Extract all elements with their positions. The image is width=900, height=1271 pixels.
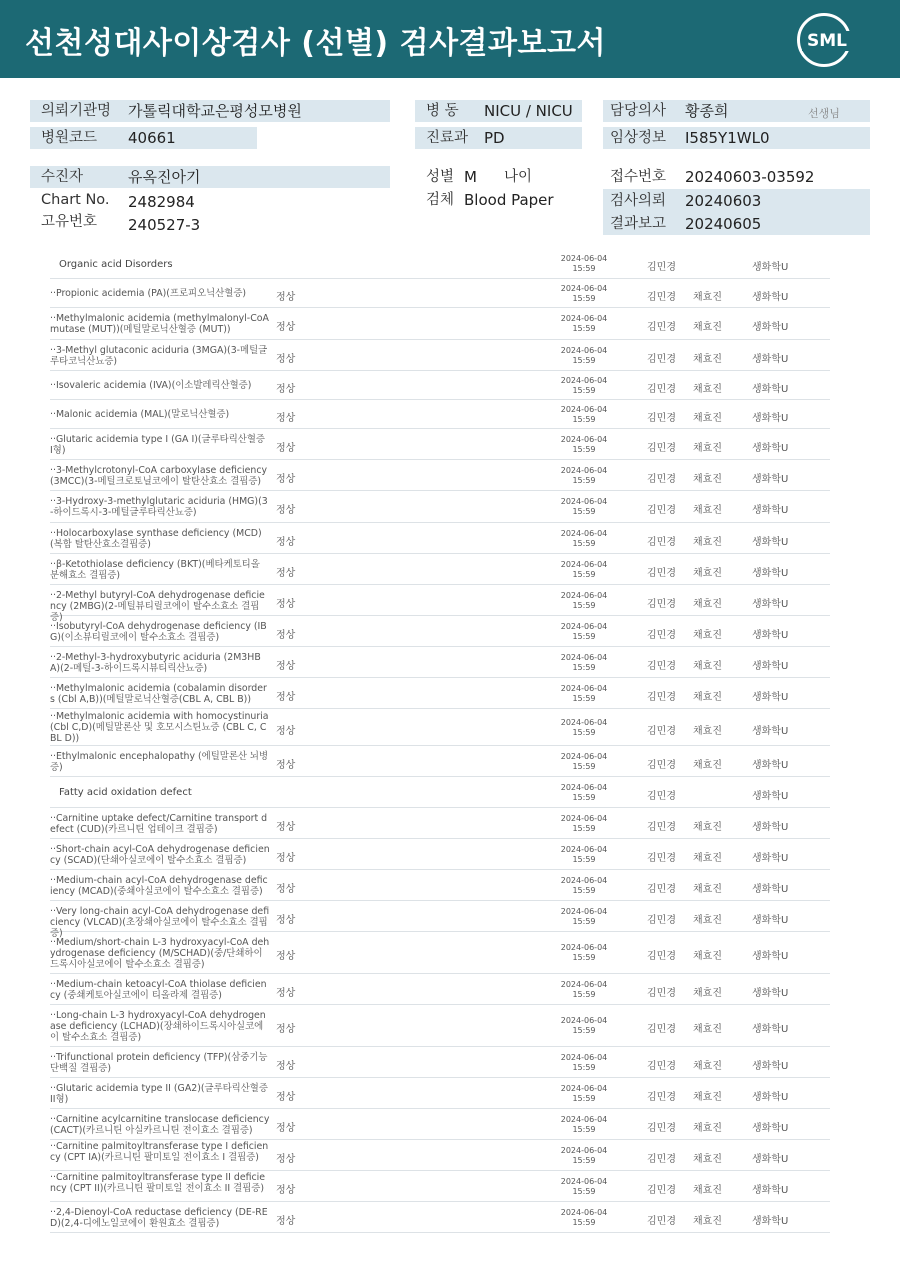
row-datetime: 2024-06-04 15:59: [560, 751, 608, 771]
row-dept: 생화학U: [752, 473, 789, 485]
row-result: 정상: [276, 725, 296, 737]
row-collector: 채효진: [693, 598, 722, 610]
row-name: ··Carnitine uptake defect/Carnitine transport defect (CUD)(카르니틴 업테이크 결핍증): [50, 812, 268, 835]
row-datetime: 2024-06-04 15:59: [560, 979, 608, 999]
row-datetime: 2024-06-04 15:59: [560, 254, 608, 273]
row-name: ··Malonic acidemia (MAL)(말로닉산혈증): [50, 409, 230, 420]
row-dept: 생화학U: [752, 629, 789, 641]
row-collector: 채효진: [693, 759, 722, 771]
row-dept: 생화학U: [752, 1215, 789, 1227]
row-datetime: 2024-06-04 15:59: [560, 875, 608, 895]
table-row: [50, 429, 830, 460]
row-datetime: 2024-06-04 15:59: [560, 1052, 608, 1072]
table-row: [50, 400, 830, 429]
row-collector: 채효진: [693, 987, 722, 999]
row-dept: 생화학U: [752, 1060, 789, 1072]
row-verifier: 김민경: [647, 1122, 676, 1134]
row-collector: 채효진: [693, 322, 722, 333]
row-verifier: 김민경: [647, 987, 676, 999]
chart-no-label: Chart No.: [41, 192, 110, 208]
row-collector: 채효진: [693, 1091, 722, 1103]
row-datetime: 2024-06-04 15:59: [560, 375, 608, 395]
row-verifier: 김민경: [647, 852, 676, 864]
row-result: 정상: [276, 1091, 296, 1103]
row-dept: 생화학U: [752, 790, 789, 802]
row-result: 정상: [276, 1122, 296, 1134]
row-collector: 채효진: [693, 442, 722, 454]
row-collector: 채효진: [693, 1122, 722, 1134]
row-result: 정상: [276, 1215, 296, 1227]
table-row: [50, 746, 830, 777]
row-collector: 채효진: [693, 1153, 722, 1165]
row-dept: 생화학U: [752, 442, 789, 454]
row-datetime: 2024-06-04 15:59: [560, 590, 608, 610]
row-verifier: 김민경: [647, 505, 676, 516]
row-result: 정상: [276, 852, 296, 864]
row-verifier: 김민경: [647, 725, 676, 737]
row-name: ··Holocarboxylase synthase deficiency (MCD)(복합 탈탄산효소결핍증): [50, 527, 262, 550]
institution-value: 가톨릭대학교은평성모병원: [128, 102, 302, 120]
unique-no-value: 240527-3: [128, 216, 201, 234]
row-name: ··Medium-chain acyl-CoA dehydrogenase deficiency (MCAD)(중쇄아실코에이 탈수소효소 결핍증): [50, 874, 268, 897]
row-dept: 생화학U: [752, 1153, 789, 1165]
row-verifier: 김민경: [647, 1153, 676, 1165]
row-dept: 생화학U: [752, 987, 789, 999]
row-name: ··Isobutyryl-CoA dehydrogenase deficiency (IBG)(이소뷰티릴코에이 탈수소효소 결핍증): [50, 620, 267, 643]
table-row: [50, 1078, 830, 1109]
logo-text: SML: [802, 31, 852, 51]
table-row: [50, 554, 830, 585]
row-dept: 생화학U: [752, 883, 789, 895]
row-datetime: 2024-06-04 15:59: [560, 1207, 608, 1227]
chart-no-value: 2482984: [128, 193, 195, 211]
row-result: 정상: [276, 1153, 296, 1165]
receipt-label: 접수번호: [610, 169, 667, 185]
row-collector: 채효진: [693, 1060, 722, 1072]
row-name: ··Isovaleric acidemia (IVA)(이소발레릭산혈증): [50, 380, 252, 391]
row-dept: 생화학U: [752, 660, 789, 672]
row-name: ··Methylmalonic acidemia with homocystinuria (Cbl C,D)(메틸말론산 및 호모시스틴뇨증 (CBL C, CBL D)): [50, 711, 269, 744]
table-row: [50, 1140, 830, 1171]
row-datetime: 2024-06-04 15:59: [560, 345, 608, 365]
row-collector: 채효진: [693, 291, 722, 303]
row-name: ··3-Hydroxy-3-methylglutaric aciduria (HMG)(3-하이드록시-3-메틸글루타릭산뇨증): [50, 496, 268, 518]
age-label: 나이: [504, 169, 533, 185]
row-name: ··Carnitine palmitoyltransferase type II deficiency (CPT II)(카르니틴 팔미토일 전이효소 II 결핍증): [50, 1172, 266, 1194]
row-result: 정상: [276, 914, 296, 926]
table-row: [50, 647, 830, 678]
row-name: ··Medium-chain ketoacyl-CoA thiolase deficiency (중쇄케토아실코에이 티올라제 결핍증): [50, 978, 267, 1001]
row-collector: 채효진: [693, 412, 722, 424]
row-result: 정상: [276, 629, 296, 641]
row-verifier: 김민경: [647, 1215, 676, 1227]
row-verifier: 김민경: [647, 691, 676, 703]
hospital-code-label: 병원코드: [41, 130, 98, 146]
row-datetime: 2024-06-04 15:59: [560, 683, 608, 703]
row-result: 정상: [276, 353, 296, 365]
row-verifier: 김민경: [647, 1091, 676, 1103]
row-dept: 생화학U: [752, 1024, 789, 1035]
clinical-value: I585Y1WL0: [685, 129, 770, 147]
row-collector: 채효진: [693, 821, 722, 833]
table-row: [50, 308, 830, 340]
row-result: 정상: [276, 1184, 296, 1196]
row-name: ··2-Methyl butyryl-CoA dehydrogenase deficiency (2MBG)(2-메틸뷰티릴코에이 탈수소효소 결핍증): [50, 589, 265, 623]
row-dept: 생화학U: [752, 691, 789, 703]
row-verifier: 김민경: [647, 383, 676, 395]
row-datetime: 2024-06-04 15:59: [560, 1145, 608, 1165]
row-datetime: 2024-06-04 15:59: [560, 652, 608, 672]
table-row: [50, 1047, 830, 1078]
row-result: 정상: [276, 473, 296, 485]
row-dept: 생화학U: [752, 1091, 789, 1103]
table-row: [50, 585, 830, 623]
table-row: [50, 870, 830, 901]
row-collector: 채효진: [693, 505, 722, 516]
row-name: ··Ethylmalonic encephalopathy (에틸말론산 뇌병증): [50, 750, 269, 773]
table-row: [50, 974, 830, 1005]
row-verifier: 김민경: [647, 536, 676, 548]
table-row: [50, 1202, 830, 1233]
table-row: [50, 523, 830, 554]
report-date-value: 20240605: [685, 215, 762, 233]
table-row: [50, 1005, 830, 1047]
row-verifier: 김민경: [647, 262, 676, 273]
row-datetime: 2024-06-04 15:59: [560, 1176, 608, 1196]
row-dept: 생화학U: [752, 821, 789, 833]
row-name: ··Carnitine palmitoyltransferase type I deficiency (CPT IA)(카르니틴 팔미토일 전이효소 I 결핍증): [50, 1141, 269, 1163]
row-dept: 생화학U: [752, 567, 789, 579]
doctor-label: 담당의사: [610, 103, 667, 119]
ward-value: NICU / NICU: [484, 102, 573, 120]
row-result: 정상: [276, 660, 296, 672]
row-collector: 채효진: [693, 473, 722, 485]
row-datetime: 2024-06-04 15:59: [560, 528, 608, 548]
unique-no-label: 고유번호: [41, 214, 98, 230]
row-name: ··Long-chain L-3 hydroxyacyl-CoA dehydrogenase deficiency (LCHAD)(장쇄하이드록시아실코에이 탈수소효소 결핍증): [50, 1009, 266, 1043]
row-datetime: 2024-06-04 15:59: [560, 621, 608, 641]
row-collector: 채효진: [693, 852, 722, 864]
row-result: 정상: [276, 951, 296, 962]
row-datetime: 2024-06-04 15:59: [560, 1114, 608, 1134]
doctor-value: 황종희: [685, 102, 729, 120]
results-table: [50, 249, 830, 1233]
request-label: 검사의뢰: [610, 193, 667, 209]
row-name: ··2-Methyl-3-hydroxybutyric aciduria (2M3HBA)(2-메틸-3-하이드록시뷰티릭산뇨증): [50, 651, 261, 674]
row-dept: 생화학U: [752, 262, 789, 273]
report-date-label: 결과보고: [610, 216, 667, 232]
row-collector: 채효진: [693, 691, 722, 703]
row-dept: 생화학U: [752, 1122, 789, 1134]
row-name: ··2,4-Dienoyl-CoA reductase deficiency (DE-RED)(2,4-디에노일코에이 환원효소 결핍증): [50, 1206, 268, 1229]
row-result: 정상: [276, 567, 296, 579]
row-collector: 채효진: [693, 383, 722, 395]
row-datetime: 2024-06-04 15:59: [560, 497, 608, 516]
row-dept: 생화학U: [752, 536, 789, 548]
specimen-value: Blood Paper: [464, 191, 554, 209]
row-verifier: 김민경: [647, 412, 676, 424]
row-name: Fatty acid oxidation defect: [59, 787, 192, 798]
row-dept: 생화학U: [752, 725, 789, 737]
row-name: ··Trifunctional protein deficiency (TFP)(삼중기능단백질 결핍증): [50, 1051, 268, 1074]
row-result: 정상: [276, 291, 296, 303]
row-verifier: 김민경: [647, 660, 676, 672]
sex-value: M: [464, 168, 477, 186]
row-result: 정상: [276, 412, 296, 424]
row-verifier: 김민경: [647, 951, 676, 962]
row-dept: 생화학U: [752, 322, 789, 333]
row-collector: 채효진: [693, 1024, 722, 1035]
row-collector: 채효진: [693, 914, 722, 926]
specimen-label: 검체: [426, 192, 455, 208]
sml-logo-icon: [797, 13, 851, 67]
row-verifier: 김민경: [647, 598, 676, 610]
row-name: ··β-Ketothiolase deficiency (BKT)(베타케토티올 분해효소 결핍증): [50, 558, 260, 581]
doctor-suffix: 선생님: [808, 107, 840, 120]
row-datetime: 2024-06-04 15:59: [560, 782, 608, 802]
row-collector: 채효진: [693, 567, 722, 579]
table-row: [50, 777, 830, 808]
row-datetime: 2024-06-04 15:59: [560, 283, 608, 303]
row-verifier: 김민경: [647, 291, 676, 303]
row-result: 정상: [276, 691, 296, 703]
row-collector: 채효진: [693, 1184, 722, 1196]
report-title: 선천성대사이상검사 (선별) 검사결과보고서: [25, 26, 606, 61]
row-datetime: 2024-06-04 15:59: [560, 717, 608, 737]
ward-label: 병 동: [426, 103, 459, 119]
row-result: 정상: [276, 1024, 296, 1035]
row-verifier: 김민경: [647, 883, 676, 895]
row-datetime: 2024-06-04 15:59: [560, 906, 608, 926]
row-dept: 생화학U: [752, 412, 789, 424]
row-collector: 채효진: [693, 536, 722, 548]
row-result: 정상: [276, 598, 296, 610]
table-row: [50, 901, 830, 939]
row-datetime: 2024-06-04 15:59: [560, 1016, 608, 1035]
row-verifier: 김민경: [647, 1060, 676, 1072]
row-verifier: 김민경: [647, 1024, 676, 1035]
table-row: [50, 839, 830, 870]
table-row: [50, 340, 830, 371]
table-row: [50, 709, 830, 746]
row-datetime: 2024-06-04 15:59: [560, 434, 608, 454]
row-name: ··Methylmalonic acidemia (cobalamin disorders (Cbl A,B))(메틸말로닉산혈증(CBL A, CBL B)): [50, 682, 267, 705]
report-header: [0, 0, 900, 78]
row-verifier: 김민경: [647, 629, 676, 641]
row-verifier: 김민경: [647, 759, 676, 771]
receipt-value: 20240603-03592: [685, 168, 815, 186]
row-datetime: 2024-06-04 15:59: [560, 844, 608, 864]
row-result: 정상: [276, 987, 296, 999]
table-row: [50, 460, 830, 491]
sex-label: 성별: [426, 169, 455, 185]
row-collector: 채효진: [693, 353, 722, 365]
department-value: PD: [484, 129, 505, 147]
row-dept: 생화학U: [752, 852, 789, 864]
row-verifier: 김민경: [647, 790, 676, 802]
row-verifier: 김민경: [647, 821, 676, 833]
table-row: [50, 808, 830, 839]
row-datetime: 2024-06-04 15:59: [560, 314, 608, 333]
row-result: 정상: [276, 383, 296, 395]
row-collector: 채효진: [693, 1215, 722, 1227]
row-result: 정상: [276, 442, 296, 454]
row-verifier: 김민경: [647, 353, 676, 365]
row-result: 정상: [276, 505, 296, 516]
row-result: 정상: [276, 322, 296, 333]
table-row: [50, 371, 830, 400]
institution-label: 의뢰기관명: [41, 103, 112, 119]
table-row: [50, 678, 830, 709]
row-verifier: 김민경: [647, 567, 676, 579]
row-dept: 생화학U: [752, 914, 789, 926]
row-collector: 채효진: [693, 725, 722, 737]
row-result: 정상: [276, 1060, 296, 1072]
request-value: 20240603: [685, 192, 762, 210]
row-name: ··3-Methyl glutaconic aciduria (3MGA)(3-메틸글루타코닉산뇨증): [50, 344, 268, 367]
table-row: [50, 1171, 830, 1202]
table-row: [50, 932, 830, 974]
row-verifier: 김민경: [647, 1184, 676, 1196]
row-collector: 채효진: [693, 660, 722, 672]
table-row: [50, 249, 830, 279]
row-verifier: 김민경: [647, 914, 676, 926]
row-verifier: 김민경: [647, 322, 676, 333]
row-collector: 채효진: [693, 629, 722, 641]
row-result: 정상: [276, 821, 296, 833]
department-label: 진료과: [426, 130, 469, 146]
hospital-code-value: 40661: [128, 129, 176, 147]
row-name: ··Glutaric acidemia type I (GA I)(글루타릭산혈증 I형): [50, 433, 265, 456]
row-verifier: 김민경: [647, 442, 676, 454]
row-name: ··Short-chain acyl-CoA dehydrogenase deficiency (SCAD)(단쇄아실코에이 탈수소효소 결핍증): [50, 843, 270, 866]
row-result: 정상: [276, 759, 296, 771]
patient-label: 수진자: [41, 169, 84, 185]
row-name: ··3-Methylcrotonyl-CoA carboxylase deficiency (3MCC)(3-메틸크로토닐코에이 탈탄산효소 결핍증): [50, 464, 268, 487]
row-dept: 생화학U: [752, 353, 789, 365]
patient-box: [30, 166, 390, 188]
row-verifier: 김민경: [647, 473, 676, 485]
row-name: ··Propionic acidemia (PA)(프로피오닉산혈증): [50, 288, 247, 299]
row-dept: 생화학U: [752, 383, 789, 395]
row-collector: 채효진: [693, 883, 722, 895]
row-name: ··Medium/short-chain L-3 hydroxyacyl-CoA dehydrogenase deficiency (M/SCHAD)(중/단쇄하이드록시아실코에이 탈수소효소 결핍증): [50, 936, 270, 970]
row-dept: 생화학U: [752, 759, 789, 771]
row-result: 정상: [276, 883, 296, 895]
row-name: ··Methylmalonic acidemia (methylmalonyl-CoA mutase (MUT))(메틸말로닉산혈증 (MUT)): [50, 313, 269, 335]
row-datetime: 2024-06-04 15:59: [560, 813, 608, 833]
row-name: ··Carnitine acylcarnitine translocase deficiency (CACT)(카르니틴 아실카르니틴 전이효소 결핍증): [50, 1113, 270, 1136]
row-result: 정상: [276, 536, 296, 548]
row-datetime: 2024-06-04 15:59: [560, 559, 608, 579]
row-collector: 채효진: [693, 951, 722, 962]
table-row: [50, 279, 830, 308]
row-datetime: 2024-06-04 15:59: [560, 943, 608, 962]
table-row: [50, 1109, 830, 1140]
row-dept: 생화학U: [752, 598, 789, 610]
table-row: [50, 616, 830, 647]
row-datetime: 2024-06-04 15:59: [560, 1083, 608, 1103]
row-datetime: 2024-06-04 15:59: [560, 465, 608, 485]
row-datetime: 2024-06-04 15:59: [560, 404, 608, 424]
row-name: ··Glutaric acidemia type II (GA2)(글루타릭산혈증 II형): [50, 1082, 268, 1105]
patient-value: 유옥진아기: [128, 168, 201, 186]
row-name: ··Very long-chain acyl-CoA dehydrogenase deficiency (VLCAD)(초장쇄아실코에이 탈수소효소 결핍증): [50, 905, 270, 939]
clinical-label: 임상정보: [610, 130, 667, 146]
row-dept: 생화학U: [752, 505, 789, 516]
row-dept: 생화학U: [752, 951, 789, 962]
row-dept: 생화학U: [752, 1184, 789, 1196]
row-dept: 생화학U: [752, 291, 789, 303]
table-row: [50, 491, 830, 523]
row-name: Organic acid Disorders: [59, 258, 173, 270]
